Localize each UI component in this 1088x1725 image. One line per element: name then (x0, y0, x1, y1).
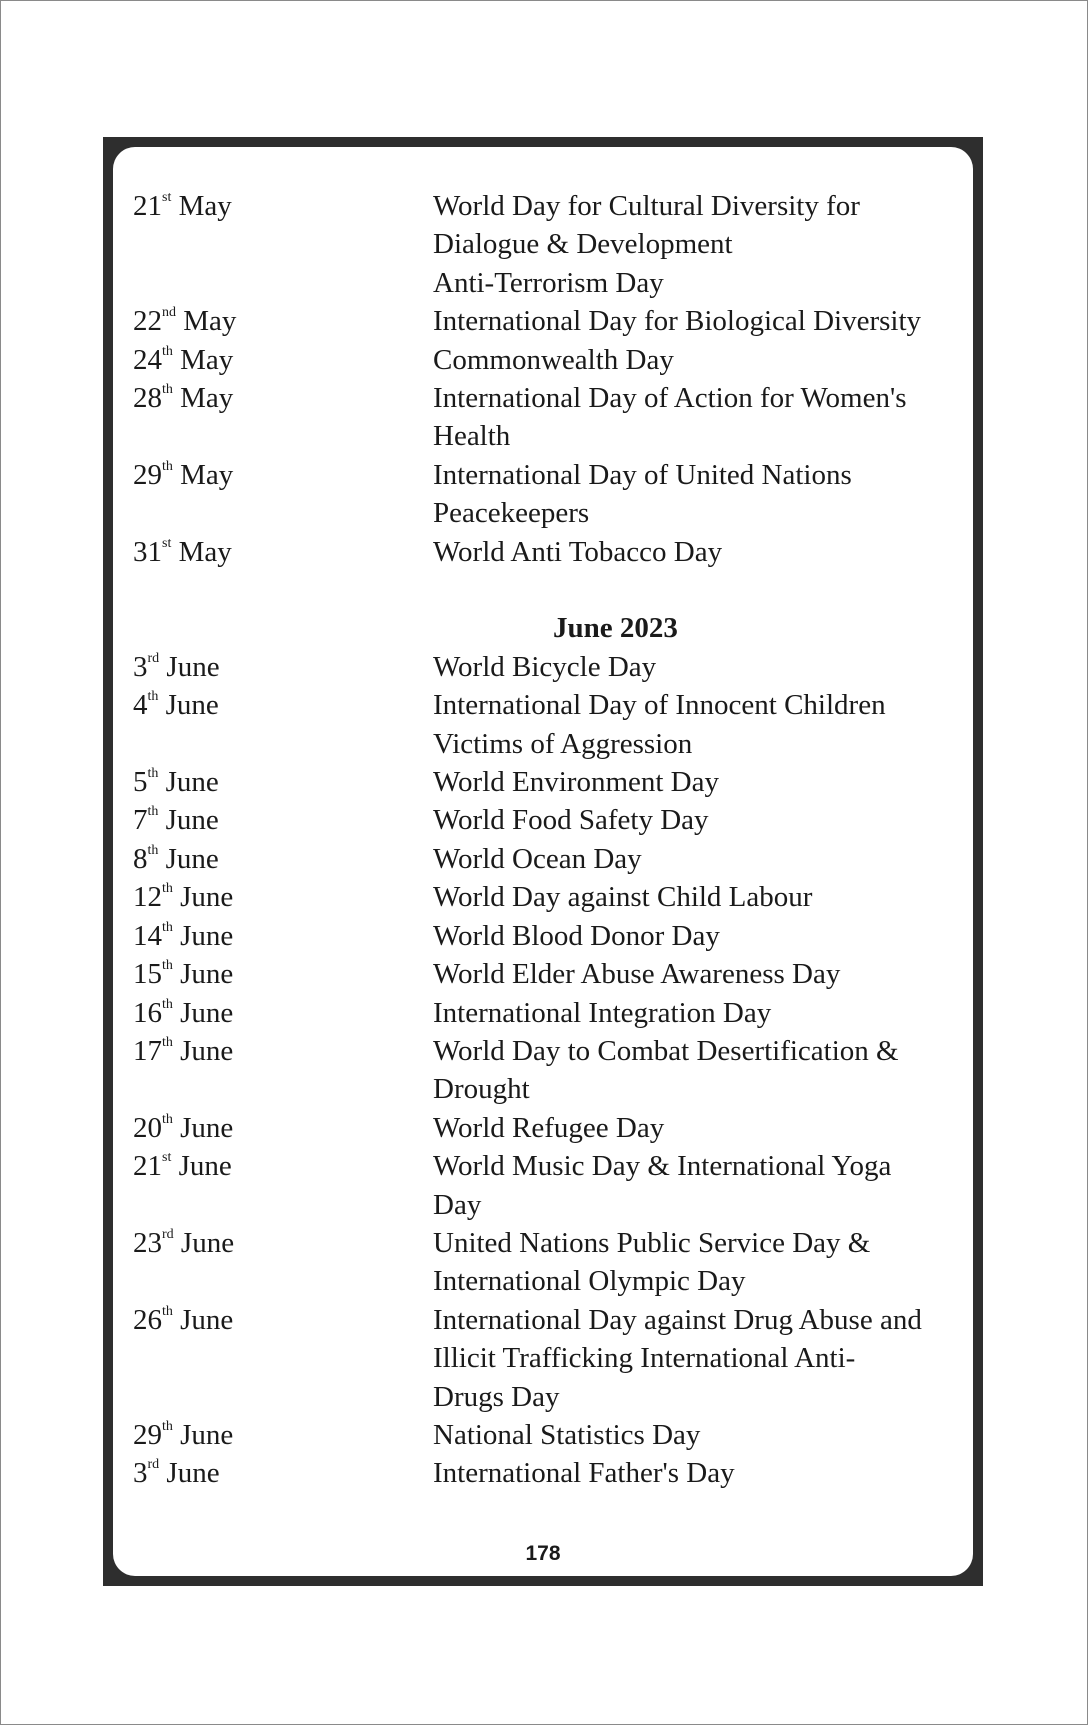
month-name: June (166, 1457, 220, 1490)
event-name: World Blood Donor Day (433, 919, 720, 952)
day-suffix: st (162, 190, 172, 205)
day-suffix: th (162, 382, 173, 398)
list-item (133, 379, 963, 456)
day-suffix: th (162, 1418, 173, 1434)
day-suffix: rd (147, 1457, 160, 1473)
list-item (133, 917, 963, 955)
event-name: World Day for Cultural Diversity for Dialogue & Development Anti-Terrorism Day (433, 190, 860, 299)
date-cell (133, 341, 433, 379)
day-suffix: nd (162, 305, 176, 321)
date-cell (133, 840, 433, 878)
date-cell (133, 187, 433, 302)
list-item (133, 1147, 963, 1224)
day-number: 20 (133, 1111, 162, 1144)
day-suffix: rd (162, 1226, 174, 1242)
day-number: 23 (133, 1226, 162, 1259)
day-number: 16 (133, 996, 162, 1029)
list-item (133, 1032, 963, 1109)
date-cell (133, 955, 433, 993)
event-name: World Day against Child Labour (433, 881, 813, 914)
event-name: National Statistics Day (433, 1418, 701, 1451)
event-name: United Nations Public Service Day & International Olympic Day (433, 1226, 871, 1298)
day-number: 17 (133, 1034, 162, 1067)
list-item (133, 1454, 963, 1492)
day-suffix: th (162, 1111, 173, 1127)
date-cell (133, 1224, 433, 1301)
page-frame (103, 137, 983, 1586)
day-number: 24 (133, 343, 162, 376)
date-cell (133, 456, 433, 533)
day-number: 5 (133, 766, 148, 799)
day-number: 8 (133, 842, 148, 875)
event-name: World Ocean Day (433, 842, 642, 875)
list-item (133, 648, 963, 686)
date-cell (133, 302, 433, 340)
date-cell (133, 801, 433, 839)
event-name: World Elder Abuse Awareness Day (433, 958, 841, 991)
event-name: World Anti Tobacco Day (433, 535, 723, 568)
day-number: 12 (133, 881, 162, 914)
day-suffix: rd (147, 650, 160, 666)
event-name: International Day of United Nations Peacekeepers (433, 458, 852, 530)
list-item (133, 1224, 963, 1301)
day-number: 4 (133, 689, 148, 722)
date-cell (133, 917, 433, 955)
may-list (133, 187, 963, 571)
list-item (133, 763, 963, 801)
day-number: 29 (133, 458, 162, 491)
day-number: 22 (133, 305, 162, 338)
day-suffix: th (162, 1303, 173, 1319)
calendar-list (133, 187, 963, 1493)
day-suffix: th (162, 1034, 173, 1050)
month-name: June (165, 842, 219, 875)
event-name: World Music Day & International Yoga Day (433, 1150, 892, 1221)
month-name: June (180, 1303, 234, 1336)
date-cell (133, 1032, 433, 1109)
day-suffix: th (147, 804, 159, 820)
day-suffix: th (162, 881, 173, 897)
list-item (133, 1301, 963, 1416)
date-cell (133, 1416, 433, 1454)
month-name: May (180, 382, 234, 415)
day-number: 26 (133, 1303, 162, 1336)
event-name: International Integration Day (433, 996, 772, 1029)
date-cell (133, 1109, 433, 1147)
event-name: International Day of Action for Women's Health (433, 382, 907, 453)
page-number: 178 (525, 1542, 561, 1565)
list-item (133, 456, 963, 533)
date-cell (133, 994, 433, 1032)
event-name: World Day to Combat Desertification & Drought (433, 1034, 899, 1106)
content-panel (113, 147, 973, 1576)
list-item (133, 878, 963, 916)
date-cell (133, 1454, 433, 1492)
list-item (133, 302, 963, 340)
date-cell (133, 1147, 433, 1224)
month-name: June (180, 881, 234, 914)
month-name: June (180, 996, 234, 1029)
day-suffix: th (162, 343, 173, 359)
month-name: June (180, 958, 234, 991)
day-number: 15 (133, 958, 162, 991)
day-suffix: th (162, 919, 173, 935)
day-number: 31 (133, 535, 162, 568)
month-name: May (180, 343, 234, 376)
list-item (133, 341, 963, 379)
day-number: 21 (133, 1150, 162, 1183)
date-cell (133, 878, 433, 916)
month-name: May (183, 305, 237, 338)
event-name: World Environment Day (433, 766, 719, 799)
date-cell (133, 1301, 433, 1416)
day-suffix: th (147, 689, 159, 705)
month-name: June (180, 1418, 234, 1451)
list-item (133, 955, 963, 993)
month-name: June (165, 689, 219, 722)
month-name: May (180, 458, 234, 491)
month-name: June (180, 1111, 234, 1144)
month-name: June (165, 804, 219, 837)
month-name: June (180, 1034, 234, 1067)
day-suffix: th (147, 766, 159, 782)
event-name: World Bicycle Day (433, 650, 657, 683)
event-name: International Day against Drug Abuse and Illicit Trafficking International Anti- Drugs Day (433, 1303, 922, 1413)
event-name: Commonwealth Day (433, 343, 674, 376)
list-item (133, 1109, 963, 1147)
month-name: June (180, 1226, 235, 1259)
date-cell (133, 686, 433, 763)
date-cell (133, 379, 433, 456)
section-spacer (133, 571, 963, 609)
list-item (133, 994, 963, 1032)
event-name: International Day for Biological Diversity (433, 305, 922, 338)
event-name: International Father's Day (433, 1457, 735, 1490)
day-suffix: th (147, 842, 159, 858)
day-suffix: st (162, 1150, 172, 1166)
day-number: 14 (133, 919, 162, 952)
day-suffix: th (162, 958, 173, 974)
event-name: International Day of Innocent Children Victims of Aggression (433, 689, 886, 760)
day-number: 7 (133, 804, 148, 837)
event-name: World Food Safety Day (433, 804, 709, 837)
month-name: June (178, 1150, 232, 1183)
date-cell (133, 533, 433, 571)
date-cell (133, 648, 433, 686)
list-item (133, 1416, 963, 1454)
month-name: June (165, 766, 219, 799)
month-name: June (166, 650, 220, 683)
day-number: 3 (133, 650, 148, 683)
list-item (133, 187, 963, 302)
june-list (133, 648, 963, 1493)
day-number: 3 (133, 1457, 148, 1490)
month-name: May (178, 535, 232, 568)
month-name: June (180, 919, 234, 952)
list-item (133, 840, 963, 878)
day-number: 21 (133, 190, 162, 222)
day-number: 29 (133, 1418, 162, 1451)
list-item (133, 801, 963, 839)
list-item (133, 686, 963, 763)
day-suffix: th (162, 996, 173, 1012)
day-suffix: th (162, 458, 173, 474)
month-name: May (178, 190, 232, 222)
date-cell (133, 763, 433, 801)
event-name: World Refugee Day (433, 1111, 665, 1144)
day-number: 28 (133, 382, 162, 415)
june-heading: June 2023 (553, 612, 678, 645)
day-suffix: st (162, 535, 172, 551)
list-item (133, 533, 963, 571)
